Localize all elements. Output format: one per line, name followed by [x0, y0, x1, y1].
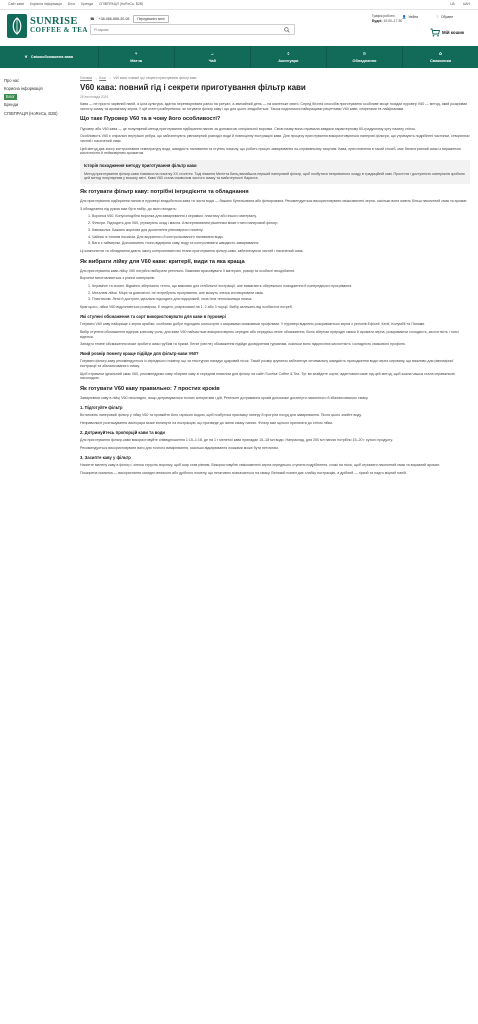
top-bar: [0, 0, 478, 10]
paragraph: Пуровер або V60 кава — це популярний метод приготування підбирання напою за допомогою спеціальної воронки. Свою назву вона отримала завдяки характерному 60-градусному куту нахилу стінок.: [80, 126, 416, 131]
paragraph: Заварювати каву в лійці V60 нескладно, якщо дотримуватися точних алгоритмів і дій. Ретельне дотримання кроків допоможе досягнути насиченого й збалансованого смаку.: [80, 396, 369, 401]
paragraph: Воронки виготовляються з різних матеріалів:: [80, 276, 155, 281]
header: [0, 10, 478, 42]
nav-item-equipment[interactable]: [327, 46, 403, 68]
paragraph: Метод приготування фільтр-кави з'явився на початку ХХ століття. Тоді німкеня Мелітта Бенц винайшла перший паперовий фільтр, щоб позбутися неприємного осаду в традиційній каві. Простота і доступність матеріалів зробили цей метод популярним у всьому світі. Кава V60 стала символом чистого смаку та майстерності бариста.: [84, 171, 465, 181]
intro-paragraph: Кава — не просто чарівний напій, а ціла культура, здатна перетворювати ранок на ритуал, а звичайний день — на маленьке свято. Серед безлічі способів приготування особливе місце посідає пуровер V60 — метод, який розкриває чистоту смаку та ароматику зерна. У цій статті розберемося, як готувати фільтр каву і що для цього знадобиться. Також поділимося найкращими рецептами V60 кави, секретами та лайфхаками.: [80, 102, 468, 111]
sidebar-item-brands[interactable]: Бренди: [4, 102, 19, 108]
wishlist-label: Обране: [441, 15, 454, 19]
cart-icon: [430, 28, 440, 37]
nav-label: Матча: [130, 58, 143, 63]
login-label: Увійти: [408, 15, 419, 19]
paragraph: Встановіть паперовий фільтр у лійку V60 та промийте його гарячою водою, щоб позбутися присмаку паперу й прогріти посуд для заварювання. Після цього злийте воду.: [80, 413, 362, 418]
publish-date: 25 листопада 2024: [80, 94, 108, 99]
search-icon[interactable]: [280, 25, 294, 34]
list-item: 5. Ваги з таймером. Допомагають точно відміряти каву, воду та контролювати швидкість заварювання.: [92, 241, 470, 246]
schedule-hours: 10:00–17:30: [383, 19, 403, 24]
top-link[interactable]: Корисна інформація: [29, 2, 62, 7]
paragraph: Крім цього, лійки V60 відрізняються розміром. Є моделі, розраховані на 1, 2 або 3 порції. Вибір залежить від особистих потреб.: [80, 305, 293, 310]
nav-label: Обладнання: [352, 58, 377, 63]
section-heading: Як готувати V60 каву правильно: 7 простих кроків: [80, 386, 220, 393]
paragraph: Цей метод дає змогу контролювати температуру води, швидкість наливання та ступінь помолу, що робить процес заварювання по-справжньому творчим. Кава, приготовлена в такий спосіб, має багатогранний смак із вираженою кислотністю й неймовірним ароматом.: [80, 146, 461, 156]
subsection-heading: Який розмір помелу краще підійде для фільтр-кави V60?: [80, 350, 199, 356]
logo-subtitle: COFFEE & TEA: [30, 26, 88, 35]
paragraph: Вибір ступеня обсмаження відіграє ключову роль: для кави V60 найчастіше використовують середнє або середньо-легке обсмаження. Воно зберігає природні смаки й аромати зерна, розкриваючи солодкість, кислотність і тонкі відтінки.: [80, 329, 459, 339]
subsection-heading: Які ступені обсмаження та сорт використовувати для кави в пуровері: [80, 313, 226, 319]
wishlist-link[interactable]: [436, 15, 453, 19]
article: [80, 76, 470, 475]
box-heading: Історія походження методу приготування фільтр кави: [84, 163, 197, 169]
paragraph: Особливість V60 є спіральні внутрішні ребра, що забезпечують рівномірний розподіл води й повноцінну екстракцію кави. Для процесу приготування використовуються паперові фільтри, що утримують подрібнені частинки, створюючи чистий і насичений смак.: [80, 134, 470, 144]
sidebar-item-about[interactable]: Про нас: [4, 78, 20, 83]
schedule-day: Будні:: [372, 19, 383, 24]
sidebar-item-info[interactable]: Корисна інформація: [4, 86, 43, 92]
list-item: 4. Чайник із тонким носиком. Для акуратного й контрольованого наливання води.: [92, 235, 470, 240]
contacts: [90, 15, 169, 23]
paragraph: Для приготування фільтр-кави використовуйте співвідношення 1:15–1:18, де на 1 г меленої кави припадає 15–18 мл води. Наприклад, для 250 мл напою потрібно 15–20 г сухого продукту.: [80, 438, 393, 443]
top-link[interactable]: Сайт кави: [8, 2, 24, 7]
paragraph: Поширена помилка — використання занадто великого або дрібного помелу, що негативно позначається на смаку. Великий помел дає слабку екстракцію, а дрібний — гіркий та надто міцний напій.: [80, 470, 407, 475]
breadcrumb-blog[interactable]: Блог: [99, 76, 107, 80]
teapot-icon: ☕: [210, 50, 214, 56]
user-icon: 👤: [402, 15, 407, 19]
paragraph: Неправильне розташування аксесуара може вплинути на екстракцію, що призведе до зміни смаку напою. Фільтр має щільно прилягати до стінок лійки.: [80, 421, 334, 426]
machine-icon: ⚙: [362, 50, 367, 56]
kettle-icon: ⚱: [286, 50, 290, 56]
section-heading: Що таке Пуровер V60 та в чому його особливості?: [80, 116, 221, 123]
nav-item-matcha[interactable]: [99, 46, 175, 68]
top-link[interactable]: Бренди: [81, 2, 93, 7]
paragraph: Для приготування підбирання напою в пуровері знадобиться кава та чиста вода — бажано бутильована або фільтрована. Рекомендується використовувати свіжозмелені зерна, оскільки вони мають більш насичений смак та аромат.: [80, 199, 468, 204]
search-bar: [90, 24, 295, 35]
cart-label: Мій кошик: [442, 29, 465, 35]
work-schedule: [372, 14, 402, 25]
cookie-icon: ✿: [438, 50, 443, 56]
logo-title: SUNRISE: [30, 15, 78, 27]
top-link[interactable]: СПІВПРАЦЯ (HoReCa, B2B): [98, 2, 144, 7]
leaf-icon: ❦: [24, 54, 28, 60]
paragraph: Готувати фільтр-каву рекомендується із середнього помелу, що за текстурою нагадує цукровий пісок. Такий розмір крупинок забезпечує оптимальну швидкість проходження води через сировину, що важливо для рівномірної екстракції та збалансованого смаку.: [80, 359, 454, 369]
phone-number[interactable]: +38-066-886-30-08: [98, 16, 130, 21]
breadcrumb-current: V60 кава: повний гід і секрети приготування фільтр кави: [113, 76, 197, 80]
nav-item-tea[interactable]: [175, 46, 251, 68]
nav-item-accessories[interactable]: [251, 46, 327, 68]
equipment-list: [80, 214, 470, 245]
currency-selector[interactable]: UAH: [462, 2, 470, 7]
search-input[interactable]: [91, 25, 280, 34]
schedule-label: Графік роботи:: [372, 14, 396, 18]
breadcrumb: Головна → Блог → V60 кава: повний гід і секрети приготування фільтр кави: [80, 76, 197, 80]
list-item: 3. Пластикові. Легкі й доступні, ідеально підходять для подорожей, хоча їхня теплоізоляція нижча.: [92, 297, 470, 302]
account-links: [402, 15, 418, 19]
nav-label: Свіжообсмажена кава: [30, 54, 74, 60]
nav-item-coffee[interactable]: [0, 46, 99, 68]
nav-label: Аксесуари: [278, 58, 299, 63]
step-heading: 3. Засипте каву у фільтр: [80, 454, 131, 460]
nav-label: Чай: [208, 58, 216, 63]
sidebar-item-blog[interactable]: Блог: [6, 94, 15, 100]
callback-button[interactable]: Передзвоніть мені: [133, 15, 168, 23]
paragraph: Ці компоненти та обладнання дають змогу контролювати всі етапи приготування фільтр-кави, забезпечуючи чистий і насичений смак.: [80, 248, 304, 253]
paragraph: Занадто темне обсмаження може зробити смак грубим та гірким. Легке (світле) обсмаження підійде досвідченим гурманам, оскільки воно підкреслює кислотність і складність смакового профілю.: [80, 342, 406, 347]
history-box: [80, 160, 470, 184]
logo[interactable]: [7, 14, 88, 38]
page-title: V60 кава: повний гід і секрети приготування фільтр кави: [80, 83, 306, 93]
login-link[interactable]: [402, 15, 418, 19]
phone-icon: ☎: [90, 16, 95, 21]
cart-button[interactable]: [430, 28, 464, 37]
paragraph: Рекомендується використовувати ваги для точного вимірювання, оскільки відмірювання ложками може бути неточним.: [80, 445, 279, 450]
matcha-icon: ⚘: [134, 50, 138, 56]
sidebar-item-cooperation[interactable]: СПІВПРАЦЯ (HoReCa, B2B): [4, 110, 58, 116]
paragraph: Готувати V60 каву найкраще з зерна арабіки, особливо добре підходять моносорти з яскравими смаковими профілями. У пуровері відмінно розкриваються зерна з регіонів Ефіопії, Кенії, Колумбії та Панами.: [80, 322, 426, 327]
paragraph: Щоб отримати ідеальний смак V60, рекомендуємо каву обирати каву зі середнім помелом для фільтр на сайті Sunrise Coffee & Tea. Тут ви знайдете сорти, адаптовані саме під цей метод, щоб кожна чашка стала справжньою насолодою.: [80, 371, 456, 381]
language-selector[interactable]: UA: [450, 2, 455, 7]
section-heading: Як готувати фільтр каву: потрібні інгредієнти та обладнання: [80, 188, 249, 195]
top-link[interactable]: Блог: [67, 2, 76, 7]
nav-item-treats[interactable]: [403, 46, 478, 68]
paragraph: Для приготування кави лійку V60 потрібно вибирати ретельно. Важливо враховувати її матеріал, розмір та особисті вподобання.: [80, 268, 296, 273]
list-item: 2. Металеві лійки. Міцні та довговічні, не потребують прогрівання, але можуть злегка спотворювати смак.: [92, 291, 470, 296]
list-item: 3. Кавомолка. Бажано жорнова для досягнення рівномірного помелу.: [92, 228, 470, 233]
list-item: 1. Воронка V60. Конусоподібна воронка для заварювання з кераміки, пластику або іншого матеріалу.: [92, 214, 470, 219]
main-navigation: [0, 46, 478, 68]
paragraph: З обладнання під рукою має бути набір, до якого входить:: [80, 206, 177, 211]
nav-label: Смаколики: [429, 58, 452, 63]
section-heading: Як вибрати лійку для V60 кави: критерії, види та яка краща: [80, 258, 245, 265]
step-heading: 1. Підготуйте фільтр: [80, 405, 123, 411]
logo-icon: [7, 14, 27, 38]
funnel-list: [80, 284, 470, 302]
step-heading: 2. Дотримуйтесь пропорцій кави та води: [80, 429, 165, 435]
breadcrumb-home[interactable]: Головна: [80, 76, 93, 80]
list-item: 2. Фільтри. Підходять для V60, утримують осад і масла. Альтернативним рішенням може стати паперовий фільтр.: [92, 221, 470, 226]
paragraph: Насипте мелену каву в фільтр і злегка струсіть воронку, щоб шар став рівним. Використовуйте свіжозмелені зерна середнього ступеня подрібнення, схожі на пісок, щоб отримати насичений смак та виразний аромат.: [80, 463, 440, 468]
list-item: 1. Керамічні та скляні. Відмінно зберігають тепло, що важливо для стабільної екстракції, але вимагають обережного поводження й попереднього прогрівання.: [92, 284, 470, 289]
heart-icon: ♡: [436, 15, 440, 19]
sidebar: [4, 77, 76, 118]
